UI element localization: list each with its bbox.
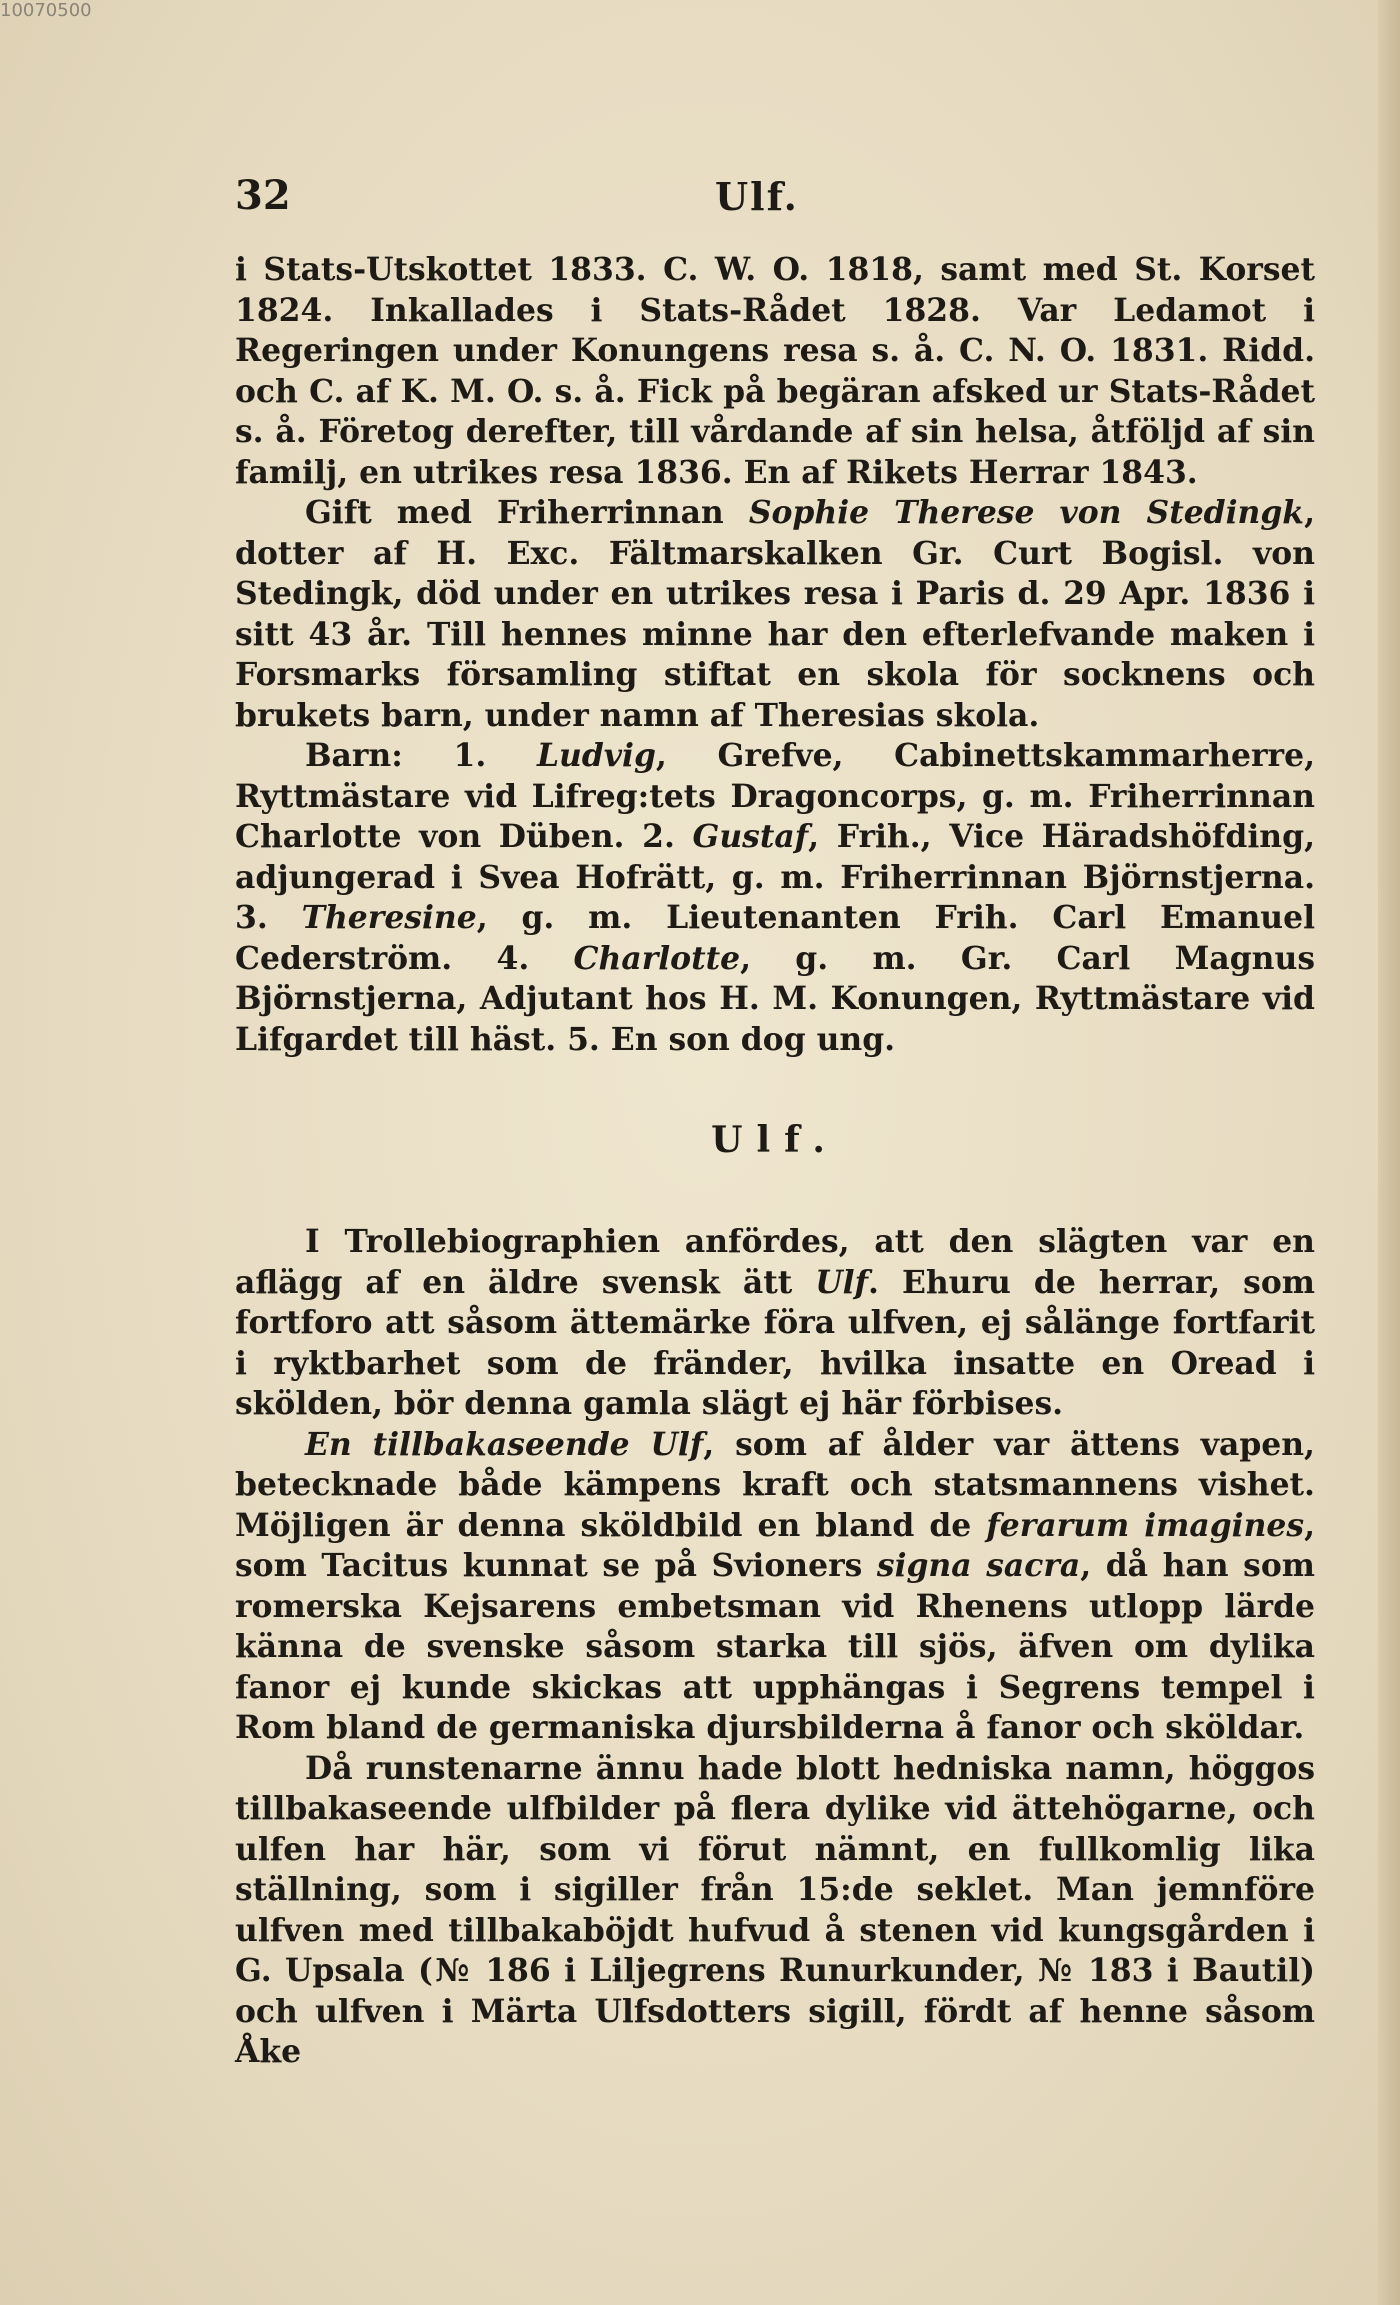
text-run: Barn: 1. (305, 738, 537, 774)
text-block (235, 250, 1315, 2073)
paragraph (235, 250, 1315, 493)
text-run: , Grefve, Cabinettskammarherre, Ryttmästare vid Lifreg:tets Dragoncorps, g. m. Friherrinnan Charlotte von Düben. 2. (235, 738, 1315, 855)
running-head: Ulf. (715, 174, 799, 219)
italic-name: Ludvig (536, 738, 656, 774)
page-number: 32 (235, 172, 291, 219)
text-run: , g. m. Lieutenanten Frih. Carl Emanuel Cederström. 4. (235, 900, 1315, 977)
italic-term: ferarum imagines (986, 1507, 1305, 1544)
italic-term: En tillbakaseende Ulf (305, 1426, 704, 1463)
italic-name: Ulf (815, 1264, 869, 1301)
text-run: , dotter af H. Exc. Fältmarskalken Gr. Curt Bogisl. von Stedingk, död under en utrikes resa i Paris d. 29 Apr. 1836 i sitt 43 år. Till hennes minne har den efterlefvande maken i Forsmarks församling stiftat en skola för socknens och brukets barn, under namn af Theresias skola. (235, 495, 1315, 734)
text-run: I Trollebiographien anfördes, att den slägten var en aflägg af en äldre svensk ätt (235, 1224, 1315, 1301)
text-run: Gift med Friherrinnan (305, 495, 749, 531)
text-run: i Stats-Utskottet 1833. C. W. O. 1818, samt med St. Korset 1824. Inkallades i Stats-Rådet 1828. Var Ledamot i Regeringen under Konungens resa s. å. C. N. O. 1831. Ridd. och C. af K. M. O. s. å. Fick på begäran afsked ur Stats-Rådet s. å. Företog derefter, till vårdande af sin helsa, åtföljd af sin familj, en utrikes resa 1836. En af Rikets Herrar 1843. (235, 252, 1315, 491)
paragraph (235, 493, 1315, 736)
italic-name: Theresine (301, 900, 477, 936)
text-run: , då han som romerska Kejsarens embetsman vid Rhenens utlopp lärde känna de svenske såsom starka till sjös, äfven om dylika fanor ej kunde skickas att upphängas i Segrens tempel i Rom bland de germaniska djursbilderna å fanor och sköldar. (235, 1548, 1316, 1746)
library-stamp: 10070500 (0, 0, 92, 21)
text-run: , Frih., Vice Häradshöfding, adjungerad i Svea Hofrätt, g. m. Friherrinnan Björnstjerna. 3. (235, 819, 1315, 936)
page-edge (1378, 0, 1400, 2305)
italic-term: signa sacra (876, 1548, 1081, 1584)
paragraph (235, 1425, 1315, 1749)
text-run: , g. m. Gr. Carl Magnus Björnstjerna, Adjutant hos H. M. Konungen, Ryttmästare vid Lifgardet till häst. 5. En son dog ung. (235, 940, 1315, 1058)
page-header (235, 172, 975, 222)
italic-name: Gustaf (692, 819, 809, 855)
section-heading: Ulf. (711, 1119, 839, 1161)
text-run: , som af ålder var ättens vapen, betecknade både kämpens kraft och statsmannens vishet. Möjligen är denna sköldbild en bland de (235, 1426, 1315, 1544)
paragraph (235, 1749, 1315, 2073)
paragraph (235, 1222, 1315, 1425)
italic-name: Sophie Therese von Stedingk (748, 495, 1305, 531)
text-run: . Ehuru de herrar, som fortforo att såsom ättemärke föra ulfven, ej sålänge fortfarit i ryktbarhet som de fränder, hvilka insatte en Oread i skölden, bör denna gamla slägt ej här förbises. (235, 1264, 1315, 1422)
italic-name: Charlotte (573, 940, 741, 977)
text-run: Då runstenarne ännu hade blott hedniska namn, höggos tillbakaseende ulfbilder på flera dylike vid ättehögarne, och ulfen har här, som vi förut nämnt, en fullkomlig lika ställning, som i sigiller från 15:de seklet. Man jemnföre ulfven med tillbakaböjdt hufvud å stenen vid kungsgården i G. Upsala (№ 186 i Liljegrens Runurkunder, № 183 i Bautil) och ulfven i Märta Ulfsdotters sigill, fördt af henne såsom Åke (235, 1750, 1315, 2070)
text-run: , som Tacitus kunnat se på Svioners (235, 1507, 1315, 1584)
paragraph (235, 736, 1315, 1060)
